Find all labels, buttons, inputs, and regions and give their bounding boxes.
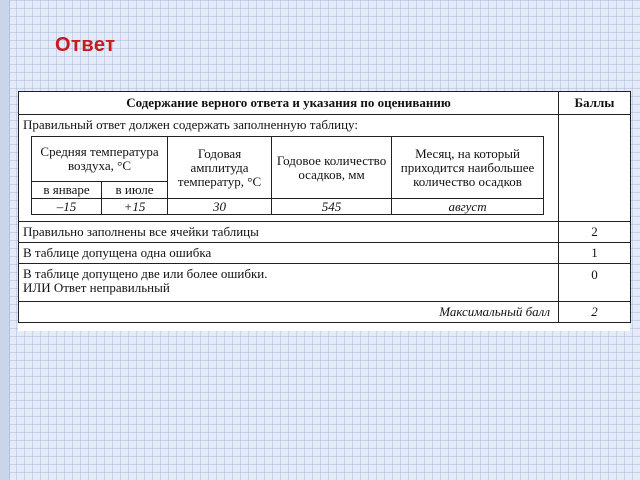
sub-january: в январе <box>32 182 102 199</box>
criteria-row <box>19 243 631 264</box>
value-amplitude: 30 <box>168 199 272 215</box>
answer-table-header-row <box>32 137 544 182</box>
header-content: Содержание верного ответа и указания по оцениванию <box>19 92 559 115</box>
answer-intro: Правильный ответ должен содержать заполненную таблицу: <box>23 117 358 132</box>
max-score-value: 2 <box>559 302 631 323</box>
criteria-points: 0 <box>559 264 631 302</box>
answer-points-cell <box>559 115 631 222</box>
col-amplitude: Годовая амплитуда температур, °С <box>168 137 272 199</box>
criteria-row <box>19 264 631 302</box>
col-precip: Годовое количество осадков, мм <box>272 137 392 199</box>
criteria-text: В таблице допущена одна ошибка <box>19 243 559 264</box>
header-points: Баллы <box>559 92 631 115</box>
criteria-text-line: ИЛИ Ответ неправильный <box>23 280 170 295</box>
answer-cell <box>19 115 559 222</box>
value-january: –15 <box>32 199 102 215</box>
criteria-row <box>19 222 631 243</box>
value-precip: 545 <box>272 199 392 215</box>
answer-row <box>19 115 631 222</box>
criteria-points: 1 <box>559 243 631 264</box>
slide-title: Ответ <box>55 34 116 56</box>
value-month: август <box>392 199 544 215</box>
criteria-table <box>18 91 631 323</box>
criteria-text <box>19 264 559 302</box>
col-avg-temp: Средняя температура воздуха, °С <box>32 137 168 182</box>
max-score-row <box>19 302 631 323</box>
col-month: Месяц, на который приходится наибольшее количество осадков <box>392 137 544 199</box>
criteria-sheet <box>18 91 630 331</box>
criteria-text-line: В таблице допущено две или более ошибки. <box>23 266 268 281</box>
sub-july: в июле <box>102 182 168 199</box>
answer-table-values-row <box>32 199 544 215</box>
slide-left-band <box>0 0 10 480</box>
criteria-text: Правильно заполнены все ячейки таблицы <box>19 222 559 243</box>
answer-table <box>31 136 544 215</box>
value-july: +15 <box>102 199 168 215</box>
criteria-points: 2 <box>559 222 631 243</box>
criteria-header-row <box>19 92 631 115</box>
max-score-label: Максимальный балл <box>19 302 559 323</box>
